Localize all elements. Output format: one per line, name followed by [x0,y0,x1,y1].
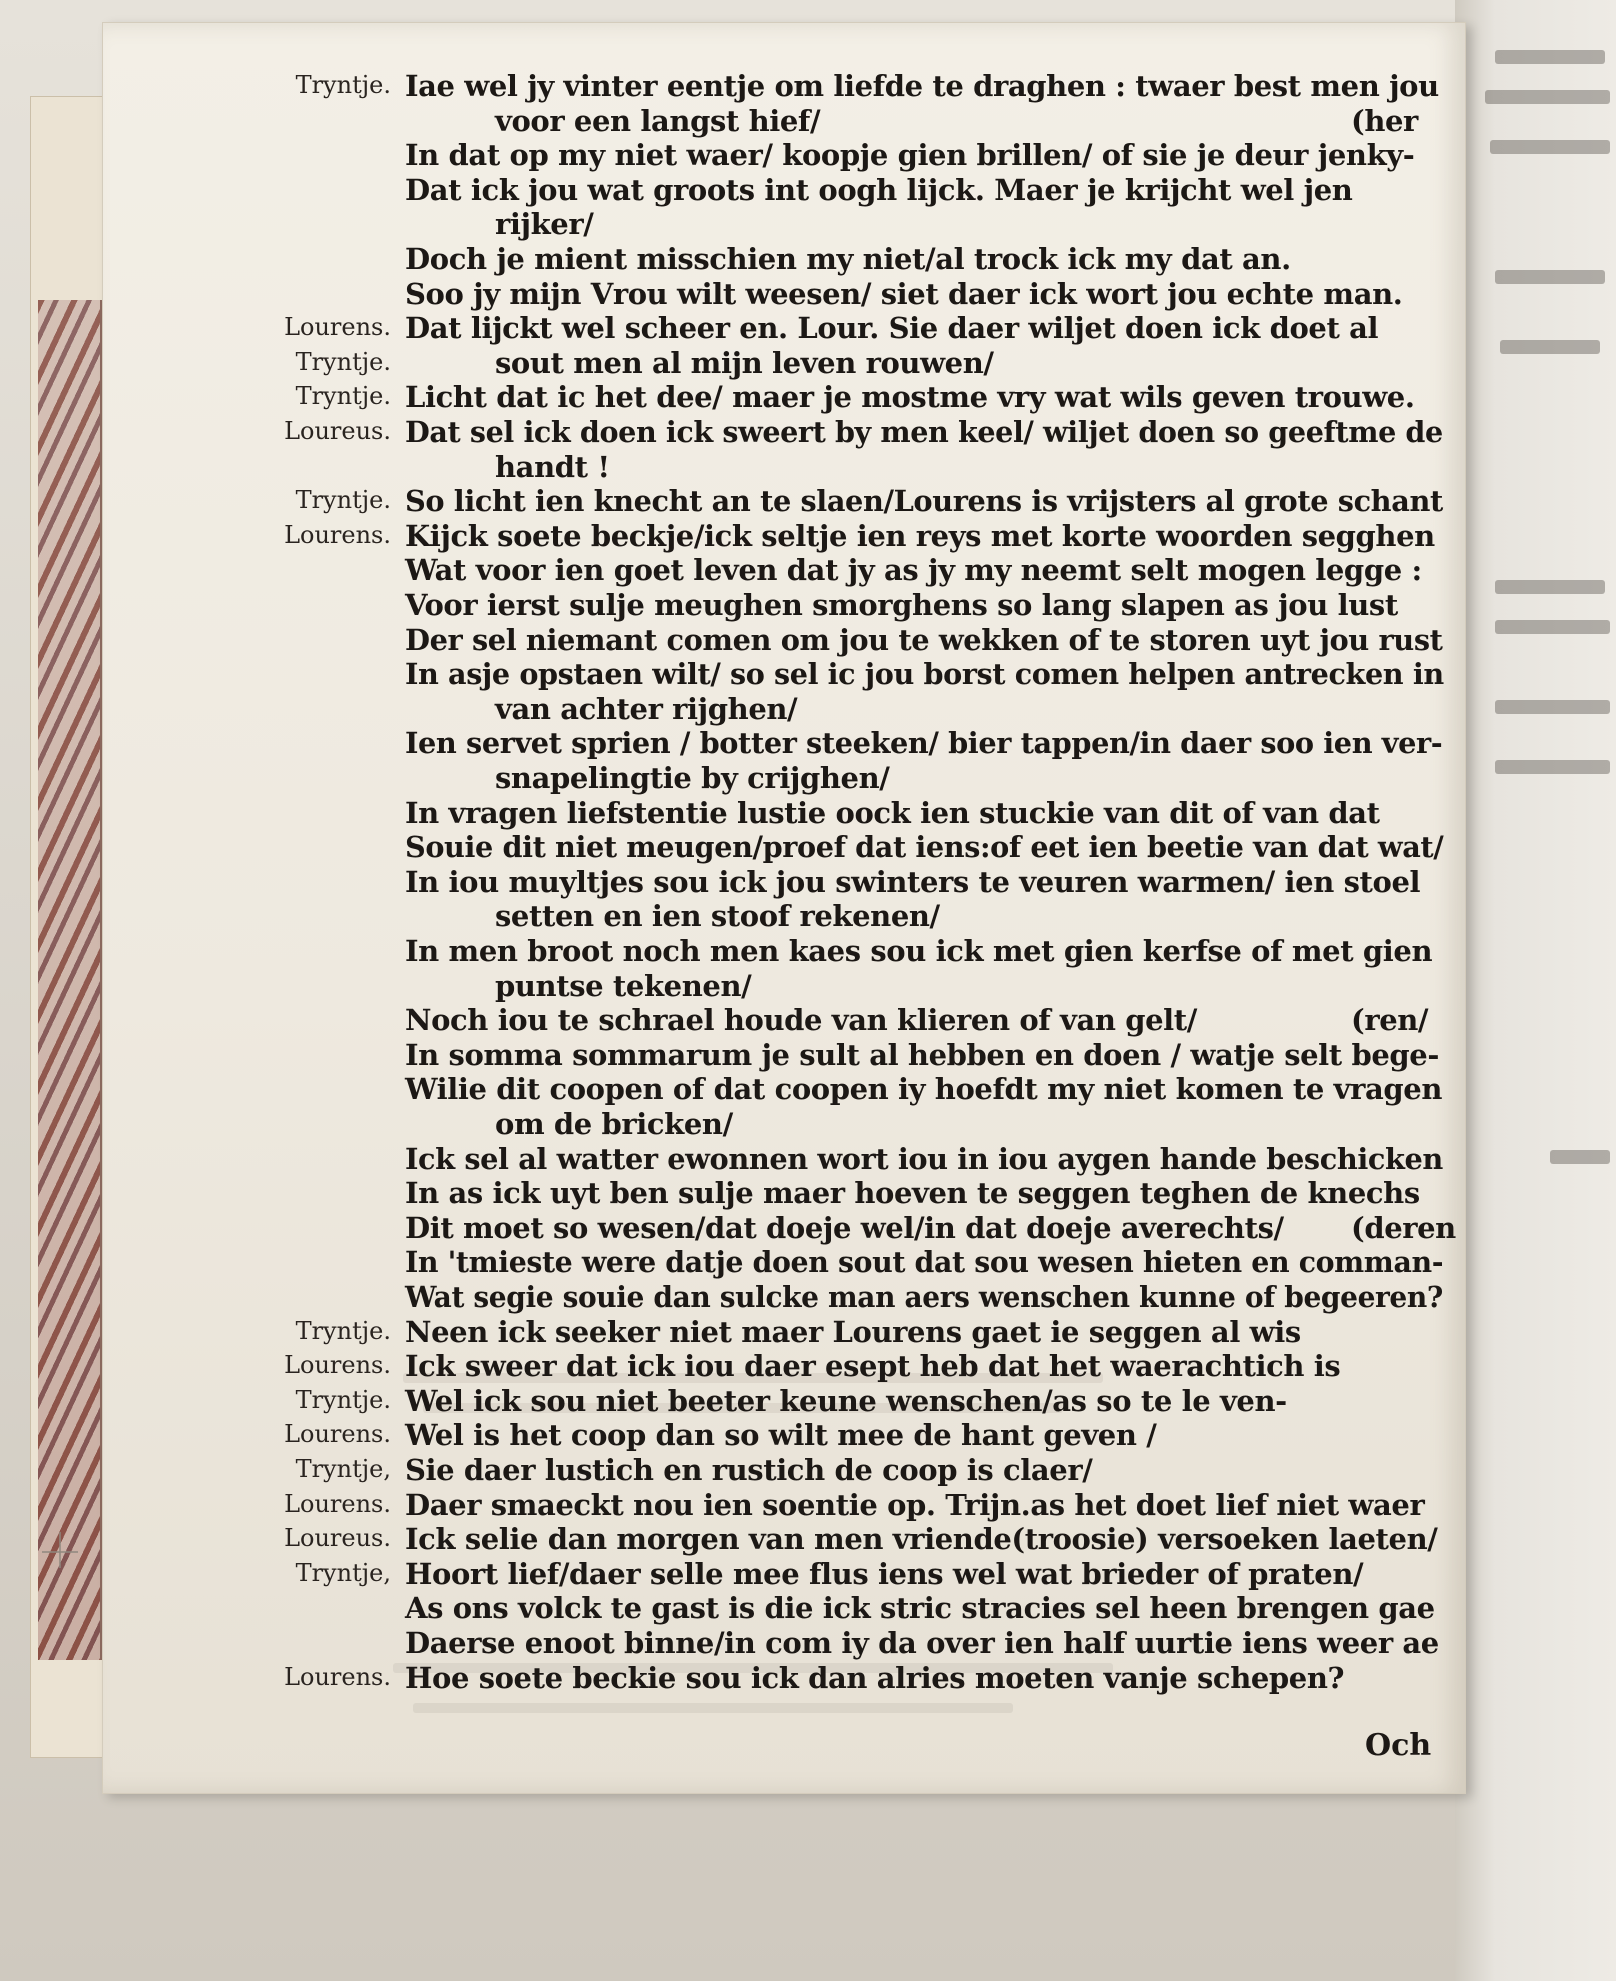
verse-text: Der sel niemant comen om jou te wekken of te storen uyt jou rust [405,622,1443,657]
verse-line [103,1626,1465,1660]
verse-text: In vragen liefstentie lustie oock ien stuckie van dit of van dat [405,795,1380,830]
verse-text: Doch je mient misschien my niet/al trock ick my dat an. [405,242,1291,276]
verse-line [103,1072,1465,1106]
verse-tail: (ren/ [1351,1003,1429,1038]
speaker-name: Lourens. [284,1420,391,1449]
verse-line [103,1245,1465,1279]
pencil-mark [40,1530,80,1570]
verse-line [103,1003,1465,1037]
verse-line [103,277,1465,311]
verse-text: Wel ick sou niet beeter keune wenschen/as so te le ven- [405,1383,1287,1418]
verse-line [103,1453,1465,1487]
verse-line [103,1488,1465,1522]
verse-line [103,1418,1465,1452]
verse-text: In as ick uyt ben sulje maer hoeven te seggen teghen de knechs [405,1176,1420,1211]
verse-text: puntse tekenen/ [495,968,752,1003]
verse-text: van achter rijghen/ [495,691,798,726]
verse-line [103,380,1465,414]
speaker-name: Tryntje. [295,347,391,376]
speaker-name: Lourens. [284,1351,391,1380]
verse-text: rijker/ [495,207,594,242]
verse-line [103,138,1465,172]
verse-text: om de bricken/ [495,1107,733,1141]
verse-text: Ick selie dan morgen van men vriende(troosie) versoeken laeten/ [405,1522,1438,1557]
verse-text: In men broot noch men kaes sou ick met gien kerfse of met gien [405,934,1433,968]
verse-text: Neen ick seeker niet maer Lourens gaet ie seggen al wis [405,1314,1301,1349]
verse-line [103,726,1465,760]
verse-line [103,865,1465,899]
verse-line [103,1315,1465,1349]
speaker-name: Lourens. [284,313,391,342]
verse-text: Hoort lief/daer selle mee flus iens wel wat brieder of praten/ [405,1556,1364,1591]
verse-line [103,207,1465,241]
verse-text: voor een langst hief/ [495,103,821,138]
verse-line [103,1349,1465,1383]
verse-text: So licht ien knecht an te slaen/Lourens is vrijsters al grote schant [405,484,1443,519]
speaker-name: Loureus. [284,1524,391,1553]
speaker-name: Tryntje. [295,382,391,411]
verse-text: In somma sommarum je sult al hebben en doen / watje selt bege- [405,1037,1439,1072]
speaker-name: Lourens. [284,1662,391,1691]
speaker-name: Tryntje. [295,1316,391,1345]
verse-line [103,1280,1465,1314]
verse-text: Hoe soete beckie sou ick dan alries moeten vanje schepen? [405,1660,1345,1695]
speaker-name: Loureus. [284,417,391,445]
verse-text: Wilie dit coopen of dat coopen iy hoefdt my niet komen te vragen [405,1072,1443,1107]
verse-text: Sie daer lustich en rustich de coop is claer/ [405,1453,1093,1487]
verse-text: sout men al mijn leven rouwen/ [495,345,994,380]
speaker-name: Tryntje, [295,1455,391,1483]
verse-line [103,1142,1465,1176]
verse-text: Noch iou te schrael houde van klieren of van gelt/ [405,1003,1197,1038]
verse-line [103,519,1465,553]
verse-line [103,1211,1465,1245]
verse-line [103,692,1465,726]
verse-line [103,1522,1465,1556]
verse-tail: (her [1351,103,1418,138]
verse-line [103,657,1465,691]
verse-line [103,242,1465,276]
verse-line [103,969,1465,1003]
verse-line [103,588,1465,622]
verse-line [103,104,1465,138]
verse-text: Dit moet so wesen/dat doeje wel/in dat doeje averechts/ [405,1210,1284,1245]
verse-text: Wel is het coop dan so wilt mee de hant geven / [405,1418,1157,1453]
verse-line [103,761,1465,795]
verse-text: In iou muyltjes sou ick jou swinters te veuren warmen/ ien stoel [405,864,1421,899]
verse-line [103,1384,1465,1418]
verse-line [103,173,1465,207]
verse-text: Wat segie souie dan sulcke man aers wenschen kunne of begeeren? [405,1280,1443,1314]
verse-line [103,346,1465,380]
verse-text: Wat voor ien goet leven dat jy as jy my neemt selt mogen legge : [405,553,1422,588]
verse-line [103,1557,1465,1591]
verse-text: Souie dit niet meugen/proef dat iens:of eet ien beetie van dat wat/ [405,830,1444,865]
verse-line [103,415,1465,449]
verse-text: In 'tmieste were datje doen sout dat sou wesen hieten en comman- [405,1245,1444,1280]
verse-text: Kijck soete beckje/ick seltje ien reys met korte woorden segghen [405,518,1435,553]
verse-text: In asje opstaen wilt/ so sel ic jou borst comen helpen antrecken in [405,657,1444,692]
verse-line [103,623,1465,657]
verse-line [103,899,1465,933]
book-page [102,22,1466,1794]
verse-line [103,69,1465,103]
verse-text: Voor ierst sulje meughen smorghens so lang slapen as jou lust [405,588,1398,622]
verse-text: snapelingtie by crijghen/ [495,761,890,795]
verse-text: Daerse enoot binne/in com iy da over ien half uurtie iens weer ae [405,1626,1439,1660]
facing-page [1455,0,1616,1981]
speaker-name: Tryntje. [295,486,391,515]
verse-line [103,450,1465,484]
verse-line [103,484,1465,518]
catchword: Och [1365,1728,1432,1763]
verse-text: setten en ien stoof rekenen/ [495,899,940,934]
verse-text: Daer smaeckt nou ien soentie op. Trijn.as het doet lief niet waer [405,1487,1425,1522]
verse-text: Ick sel al watter ewonnen wort iou in iou aygen hande beschicken [405,1141,1443,1176]
verse-text: Dat sel ick doen ick sweert by men keel/ wiljet doen so geeftme de [405,415,1443,449]
verse-text: handt ! [495,449,610,484]
verse-line [103,1176,1465,1210]
verse-line [103,1661,1465,1695]
verse-line [103,1038,1465,1072]
verse-line [103,1591,1465,1625]
verse-line [103,796,1465,830]
speaker-name: Tryntje. [295,1385,391,1414]
verse-text: Dat lijckt wel scheer en. Lour. Sie daer wiljet doen ick doet al [405,311,1379,346]
marbled-endpaper [38,300,102,1660]
verse-text: In dat op my niet waer/ koopje gien brillen/ of sie je deur jenky- [405,138,1415,173]
speaker-name: Tryntje. [295,71,391,99]
verse-text: Ien servet sprien / botter steeken/ bier tappen/in daer soo ien ver- [405,726,1443,761]
verse-line [103,1107,1465,1141]
speaker-name: Tryntje, [295,1558,391,1587]
verse-line [103,830,1465,864]
verse-text: Soo jy mijn Vrou wilt weesen/ siet daer ick wort jou echte man. [405,276,1403,311]
verse-line [103,934,1465,968]
verse-text: As ons volck te gast is die ick stric stracies sel heen brengen gae [405,1591,1435,1626]
verse-tail: (deren [1351,1210,1456,1245]
verse-text: Dat ick jou wat groots int oogh lijck. Maer je krijcht wel jen [405,172,1353,207]
verse-text: Licht dat ic het dee/ maer je mostme vry wat wils geven trouwe. [405,380,1415,415]
verse-text: Iae wel jy vinter eentje om liefde te draghen : twaer best men jou [405,69,1439,103]
verse-line [103,311,1465,345]
speaker-name: Lourens. [284,1489,391,1518]
speaker-name: Lourens. [284,520,391,549]
verse-line [103,553,1465,587]
verse-text: Ick sweer dat ick iou daer esept heb dat het waerachtich is [405,1349,1341,1384]
